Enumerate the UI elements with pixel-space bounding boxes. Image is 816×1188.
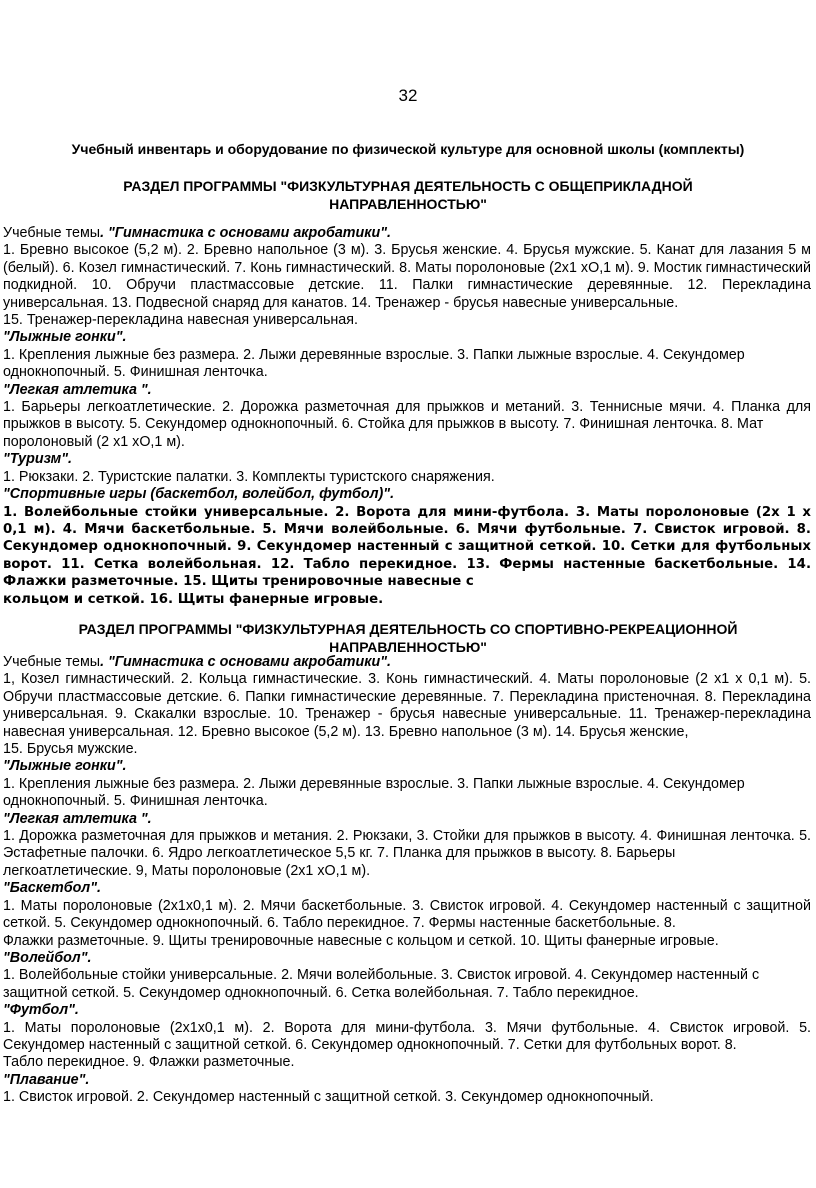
topic-swimming-text: 1. Свисток игровой. 2. Секундомер настенный с защитной сеткой. 3. Секундомер однокнопочный. [3,1089,654,1106]
topic-ski-text-end: однокнопочный. 5. Финишная ленточка. [3,793,268,810]
topic-swimming-title: "Плавание". [3,1071,90,1088]
topic-volleyball-text: 1. Волейбольные стойки универсальные. 2. Мячи волейбольные. 3. Свисток игровой. 4. Секундомер настенный с [3,967,760,984]
topic-gymnastics-text: 1. Бревно высокое (5,2 м). 2. Бревно напольное (3 м). 3. Брусья женские. 4. Брусья мужские. 5. Канат для лазания 5 м (белый). 6. Козел гимнастический. 7. Конь гимнастический. 8. Маты поролоновые (2х1 хО,1 м). 9. Мостик гимнастический подкидной. 10. Обручи пластмассовые детские. 11. Палки гимнастические деревянные. 12. Перекладина универсальная. 13. Подвесной снаряд для канатов. 14. Тренажер - брусья навесные универсальные. [3,242,811,311]
section1-heading [60,177,756,213]
topic-basketball-text-end: Флажки разметочные. 9. Щиты тренировочные навесные с кольцом и сеткой. 10. Щиты фанерные игровые. [3,932,719,949]
topic-football-text-end: Табло перекидное. 9. Флажки разметочные. [3,1054,295,1071]
topic-athletics-title: "Легкая атлетика ". [3,381,152,398]
topic-athletics-text: 1. Барьеры легкоатлетические. 2. Дорожка разметочная для прыжков и метаний. 3. Теннисные мячи. 4. Планка для прыжков в высоту. 5. Секундомер однокнопочный. 6. Стойка для прыжков в высоту. 7. Финишная ленточка. 8. Мат [3,399,811,433]
topics-prefix: Учебные темы [3,225,101,241]
topic-football-title: "Футбол". [3,1002,79,1019]
topics-dot: . [100,225,105,241]
topic-volleyball-text-end: защитной сеткой. 5. Секундомер однокнопочный. 6. Сетка волейбольная. 7. Табло перекидное. [3,984,639,1001]
topic-gymnastics-title: "Гимнастика с основами акробатики". [108,225,391,241]
topic-athletics-text-end: поролоновый (2 х1 хО,1 м). [3,433,185,450]
topic-athletics-text-end: легкоатлетические. 9, Маты поролоновые (2х1 хО,1 м). [3,862,371,879]
topic-athletics-title: "Легкая атлетика ". [3,810,152,827]
topic-athletics-text: 1. Дорожка разметочная для прыжков и метания. 2. Рюкзаки, 3. Стойки для прыжков в высоту. 4. Финишная ленточка. 5. Эстафетные палочки. 6. Ядро легкоатлетическое 5,5 кг. 7. Планка для прыжков в высоту. 8. Барьеры [3,828,811,862]
topic-ski-text-end: однокнопочный. 5. Финишная ленточка. [3,364,268,381]
topic-ski-title: "Лыжные гонки". [3,329,127,346]
topic-basketball-title: "Баскетбол". [3,880,101,897]
page-number: 32 [398,86,418,105]
section1-body [3,225,811,608]
section2-heading [60,620,756,656]
section2-topics-line [3,654,811,671]
topic-gymnastics-title: "Гимнастика с основами акробатики". [108,654,391,670]
topic-ski-text: 1. Крепления лыжные без размера. 2. Лыжи деревянные взрослые. 3. Папки лыжные взрослые. 4. Секундомер [3,346,745,363]
section2-heading-line1: РАЗДЕЛ ПРОГРАММЫ "ФИЗКУЛЬТУРНАЯ ДЕЯТЕЛЬНОСТЬ СО СПОРТИВНО-РЕКРЕАЦИОННОЙ [78,621,738,637]
topics-dot: . [100,654,105,670]
document-title: Учебный инвентарь и оборудование по физической культуре для основной школы (комплекты) [71,141,745,157]
section2-heading-line2: НАПРАВЛЕННОСТЬЮ" [329,639,487,655]
topics-prefix: Учебные темы [3,654,101,670]
section1-topics-line [3,225,811,242]
topic-ski-title: "Лыжные гонки". [3,758,127,775]
topic-volleyball-title: "Волейбол". [3,949,92,966]
section1-heading-line1: РАЗДЕЛ ПРОГРАММЫ "ФИЗКУЛЬТУРНАЯ ДЕЯТЕЛЬНОСТЬ С ОБЩЕПРИКЛАДНОЙ [123,178,693,194]
topic-sports-games-text: 1. Волейбольные стойки универсальные. 2. Ворота для мини-футбола. 3. Маты поролоновые (2х 1 х 0,1 м). 4. Мячи баскетбольные. 5. Мячи волейбольные. 6. Мячи футбольные. 7. Свисток игровой. 8. Секундомер однокнопочный. 9. Секундомер настенный с защитной сеткой. 10. Сетки для футбольных ворот. 11. Сетка волейбольная. 12. Табло перекидное. 13. Фермы настенные баскетбольные. 14. Флажки разметочные. 15. Щиты тренировочные навесные с [3,504,811,590]
topic-gymnastics-text-end: 15. Тренажер-перекладина навесная универсальная. [3,312,358,329]
topic-tourism-text: 1. Рюкзаки. 2. Туристские палатки. 3. Комплекты туристского снаряжения. [3,468,495,485]
topic-sports-games-text-end: кольцом и сеткой. 16. Щиты фанерные игровые. [3,591,384,607]
section2-body [3,654,811,1107]
topic-gymnastics-text-end: 15. Брусья мужские. [3,741,138,758]
topic-ski-text: 1. Крепления лыжные без размера. 2. Лыжи деревянные взрослые. 3. Папки лыжные взрослые. 4. Секундомер [3,775,745,792]
topic-basketball-text: 1. Маты поролоновые (2х1х0,1 м). 2. Мячи баскетбольные. 3. Свисток игровой. 4. Секундомер настенный с защитной сеткой. 5. Секундомер однокнопочный. 6. Табло перекидное. 7. Фермы настенные баскетбольные. 8. [3,897,811,932]
topic-tourism-title: "Туризм". [3,451,73,468]
topic-football-text: 1. Маты поролоновые (2х1х0,1 м). 2. Ворота для мини-футбола. 3. Мячи футбольные. 4. Свисток игровой. 5. Секундомер настенный с защитной сеткой. 6. Секундомер однокнопочный. 7. Сетки для футбольных ворот. 8. [3,1019,811,1053]
section1-heading-line2: НАПРАВЛЕННОСТЬЮ" [329,196,487,212]
topic-sports-games-title: "Спортивные игры (баскетбол, волейбол, футбол)". [3,486,395,503]
topic-gymnastics-text: 1, Козел гимнастический. 2. Кольца гимнастические. 3. Конь гимнастический. 4. Маты поролоновые (2 х1 х 0,1 м). 5. Обручи пластмассовые детские. 6. Папки гимнастические деревянные. 7. Перекладина пристеночная. 8. Перекладина универсальная. 9. Скакалки взрослые. 10. Тренажер - брусья навесные универсальные. 11. Тренажер-перекладина навесная универсальная. 12. Бревно высокое (5,2 м). 13. Бревно напольное (3 м). 14. Брусья женские, [3,671,811,740]
